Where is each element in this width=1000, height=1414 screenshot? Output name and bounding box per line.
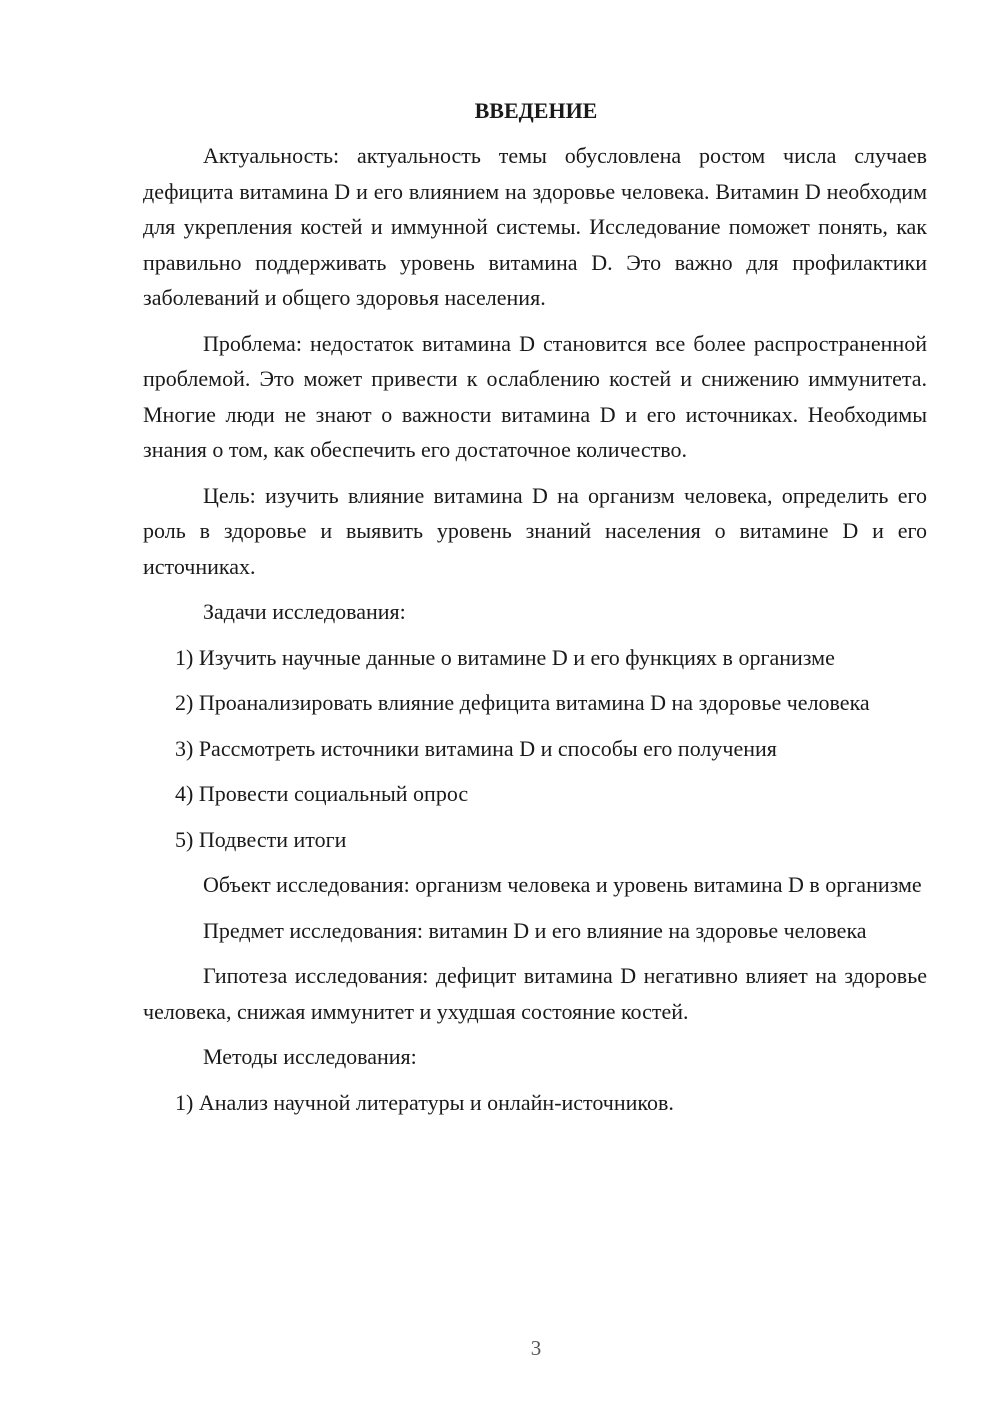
page-content — [143, 96, 927, 1130]
method-item: 1) Анализ научной литературы и онлайн-источников. — [175, 1089, 674, 1115]
task-item: 3) Рассмотреть источники витамина D и способы его получения — [175, 735, 777, 761]
problem-paragraph: Проблема: недостаток витамина D становится все более распространенной проблемой. Это может привести к ослаблению костей и снижению иммунитета. Многие люди не знают о важности витамина D и его источниках. Необходимы знания о том, как обеспечить его достаточное количество. — [143, 330, 927, 462]
task-item: 4) Провести социальный опрос — [175, 781, 469, 806]
subject-paragraph: Предмет исследования: витамин D и его влияние на здоровье человека — [203, 917, 867, 943]
section-title: ВВЕДЕНИЕ — [474, 98, 598, 123]
task-item: 5) Подвести итоги — [175, 826, 347, 852]
relevance-paragraph: Актуальность: актуальность темы обусловлена ростом числа случаев дефицита витамина D и его влиянием на здоровье человека. Витамин D необходим для укрепления костей и иммунной системы. Исследование поможет понять, как правильно поддерживать уровень витамина D. Это важно для профилактики заболеваний и общего здоровья населения. — [143, 143, 927, 310]
page-number: 3 — [530, 1336, 542, 1360]
task-item: 2) Проанализировать влияние дефицита витамина D на здоровье человека — [175, 690, 870, 715]
task-item: 1) Изучить научные данные о витамине D и его функциях в организме — [175, 644, 835, 670]
object-paragraph: Объект исследования: организм человека и уровень витамина D в организме — [203, 872, 922, 897]
tasks-heading: Задачи исследования: — [203, 599, 406, 624]
goal-paragraph: Цель: изучить влияние витамина D на организм человека, определить его роль в здоровье и выявить уровень знаний населения о витамине D и его источниках. — [143, 482, 927, 579]
methods-heading: Методы исследования: — [203, 1044, 417, 1069]
hypothesis-paragraph: Гипотеза исследования: дефицит витамина D негативно влияет на здоровье человека, снижая иммунитет и ухудшая состояние костей. — [143, 963, 927, 1024]
